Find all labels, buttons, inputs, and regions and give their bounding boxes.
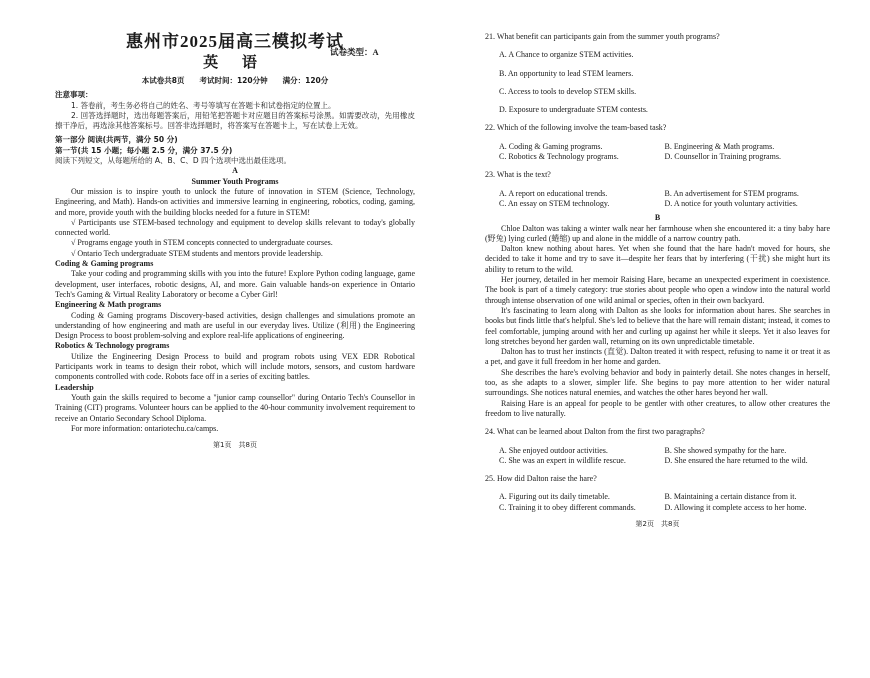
option-22-c: C. Robotics & Technology programs. (499, 152, 619, 162)
paragraph-b-5: Dalton has to trust her instincts (直觉). Dalton treated it with respect, refusing to name it or treat it as a pet, and gave it full freedom in her home and garden. (485, 347, 830, 367)
option-24-a: A. She enjoyed outdoor activities. (499, 445, 608, 455)
paragraph-b-1: Chloe Dalton was taking a winter walk near her farmhouse when she encountered it: a tiny baby hare (野兔) lying curled (蜷缩) up and alone in the middle of a narrow country path. (485, 223, 830, 243)
section-heading: 第一节(共 15 小题；每小题 2.5 分，满分 37.5 分) (55, 145, 233, 155)
page-footer-2: 第2页 共8页 (635, 519, 680, 528)
instruction: 阅读下列短文，从每题所给的 A、B、C、D 四个选项中选出最佳选项。 (55, 156, 292, 166)
question-23: 23. What is the text? (485, 170, 551, 180)
option-22-a: A. Coding & Gaming programs. (499, 141, 603, 151)
paragraph-coding: Take your coding and programming skills with you into the future! Explore Python coding language, game development, user interfaces, robotic designs, AI, and more. Gain valuable hands-on experience in Ontario Tech's Gaming & Virtual Reality Laboratory or become a Cyber Girl! (55, 269, 415, 299)
passage-label-b: B (654, 213, 661, 223)
paragraph-robotics: Utilize the Engineering Design Process to build and program robots using VEX EDR Robotical Participants work in teams to design their robot, which will include motors, sensors, and custom hardware components controlled with code. Robots face off in a series of exciting battles. (55, 351, 415, 382)
question-24: 24. What can be learned about Dalton from the first two paragraphs? (485, 427, 705, 437)
page-footer: 第1页 共8页 (213, 441, 257, 450)
option-21-d: D. Exposure to undergraduate STEM contests. (499, 105, 648, 115)
options-24-row-2 (485, 456, 830, 466)
options-25-row-2 (485, 503, 830, 513)
notice-item-2: 2. 回答选择题时，选出每题答案后，用铅笔把答题卡对应题目的答案标号涂黑。如需要改动，先用橡皮擦干净后，再选涂其他答案标号。回答非选择题时，将答案写在答题卡上，写在试卷上无效。 (55, 110, 415, 131)
option-25-b: B. Maintaining a certain distance from it. (664, 492, 797, 502)
options-22-row-1 (485, 142, 830, 152)
option-24-c: C. She was an expert in wildlife rescue. (499, 455, 626, 465)
question-25: 25. How did Dalton raise the hare? (485, 474, 597, 484)
paragraph-b-4: It's fascinating to learn along with Dalton as she looks for information about hares. She searches in books but finds little that's helpful. She's led to believe that the hare will remain distant; instead, it comes to feel comfortable, jumping around with her and curling up against her while it sleeps. Yet it also leaves for long stretches beyond her garden wall, returning on its own unpredictable timetable. (485, 305, 830, 346)
page-2 (435, 0, 870, 678)
option-23-d: D. A notice for youth voluntary activities. (664, 198, 798, 208)
check-item-1: √ Participants use STEM-based technology and equipment to develop skills relevant to today's globally connected world. (55, 217, 415, 238)
subject-title: 英 语 (203, 55, 267, 71)
question-22: 22. Which of the following involve the team-based task? (485, 123, 667, 133)
check-item-3: √ Ontario Tech undergraduate STEM students and mentors provide leadership. (71, 248, 323, 258)
option-23-c: C. An essay on STEM technology. (499, 198, 610, 208)
part-heading: 第一部分 阅读(共两节，满分 50 分) (55, 135, 178, 145)
option-23-a: A. A report on educational trends. (499, 188, 608, 198)
paragraph-b-6: She describes the hare's evolving behavior and body in painterly detail. She notes changes in herself, too, as she adapts to a slower, simpler life. She begins to pay more attention to her wider natural surroundings. She notices natural enemies, and watches the other hares beyond her wall. (485, 367, 830, 398)
option-23-b: B. An advertisement for STEM programs. (664, 188, 799, 198)
intro-paragraph: Our mission is to inspire youth to unlock the future of innovation in STEM (Science, Technology, Engineering, and Math). Hands-on activities and immersive learning in engineering, robotics, coding, gaming, and more, provide youth with the building blocks needed for a future in STEM! (55, 186, 415, 217)
notice-item-1: 1. 答卷前，考生务必将自己的姓名、考号等填写在答题卡和试卷指定的位置上。 (71, 100, 336, 110)
notice-heading: 注意事项： (55, 90, 93, 100)
more-info: For more information: ontariotechu.ca/camps. (71, 423, 219, 433)
options-24-row-1 (485, 446, 830, 456)
options-25-row-1 (485, 492, 830, 502)
check-item-2: √ Programs engage youth in STEM concepts connected to undergraduate courses. (71, 238, 333, 248)
option-24-b: B. She showed sympathy for the hare. (664, 445, 787, 455)
option-25-d: D. Allowing it complete access to her home. (664, 502, 807, 512)
question-21: 21. What benefit can participants gain from the summer youth programs? (485, 32, 720, 41)
option-24-d: D. She ensured the hare returned to the wild. (664, 455, 808, 465)
passage-label: A (232, 166, 238, 176)
heading-leadership: Leadership (55, 382, 94, 392)
option-21-a: A. A Chance to organize STEM activities. (499, 50, 634, 60)
options-23-row-2 (485, 199, 830, 209)
exam-title: 惠州市2025届高三模拟考试 (126, 32, 344, 51)
paragraph-b-2: Dalton knew nothing about hares. Yet when she found that the hare hadn't moved for hours, she decided to take it home and try to save it—despite her fears that by interfering (干扰) she might hurt its ability to return to the wild. (485, 244, 830, 274)
heading-robotics: Robotics & Technology programs (55, 341, 170, 351)
heading-engineering: Engineering & Math programs (55, 300, 162, 310)
options-22-row-2 (485, 152, 830, 162)
paragraph-b-3: Her journey, detailed in her memoir Raising Hare, became an unexpected experiment in coexistence. The book is part of a timely category: true stories about people who open a window into the natural world through intense observation of one wild animal or species, often in their own backyard. (485, 275, 830, 305)
paragraph-b-7: Raising Hare is an appeal for people to be gentler with other creatures, to allow other creatures the freedom to live naturally. (485, 398, 830, 418)
option-25-c: C. Training it to obey different commands. (499, 502, 636, 512)
option-21-b: B. An opportunity to lead STEM learners. (499, 68, 634, 78)
option-21-c: C. Access to tools to develop STEM skills. (499, 86, 637, 96)
paragraph-leadership: Youth gain the skills required to become a "junior camp counsellor" during Ontario Tech's Counsellor in Training (CIT) programs. Volunteer hours can be applied to the 40-hour community involvement requirement to receive an Ontario Secondary School Diploma. (55, 392, 415, 423)
exam-info: 本试卷共8页 考试时间：120分钟 满分：120分 (141, 76, 329, 85)
option-25-a: A. Figuring out its daily timetable. (499, 492, 610, 502)
exam-type: 试卷类型：A (330, 47, 379, 57)
option-22-b: B. Engineering & Math programs. (664, 141, 775, 151)
paragraph-engineering: Coding & Gaming programs Discovery-based activities, design challenges and simulations promote an understanding of how engineering and math are useful in our everyday lives. Utilize (利用) the Engineering Design Process to boost problem-solving and explore real-life applications of engineering. (55, 310, 415, 341)
passage-title: Summer Youth Programs (191, 176, 279, 186)
option-22-d: D. Counsellor in Training programs. (664, 152, 781, 162)
options-23-row-1 (485, 189, 830, 199)
heading-coding: Coding & Gaming programs (55, 259, 154, 269)
